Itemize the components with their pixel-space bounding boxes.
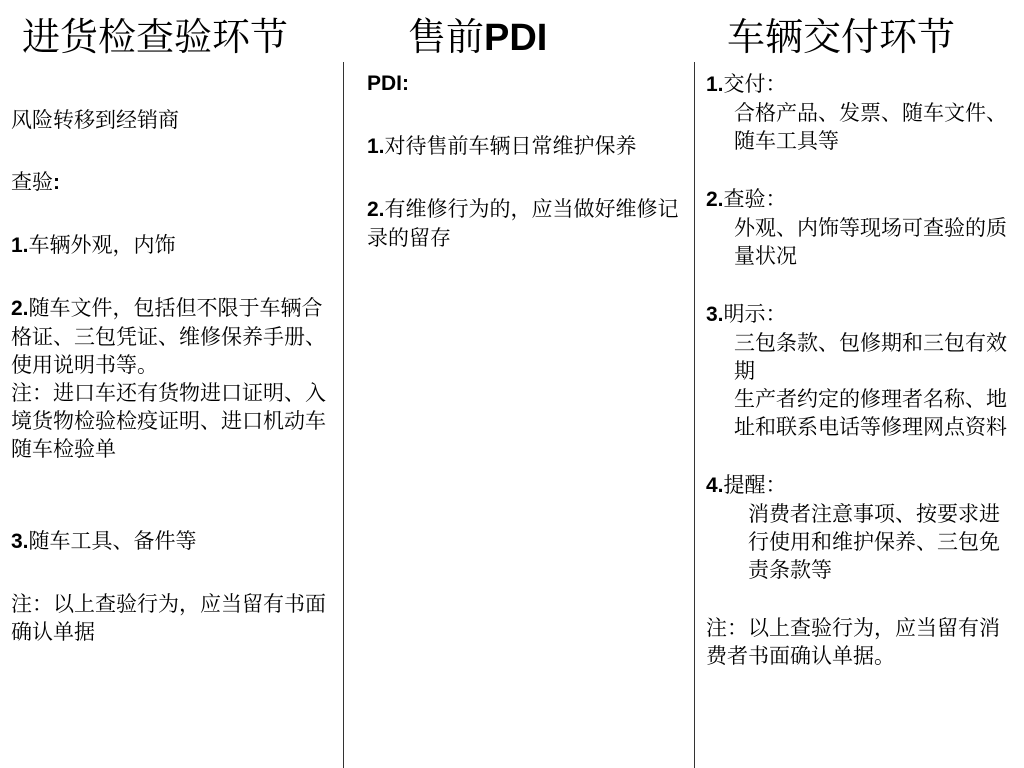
delivery-note-text: 注：以上查验行为，应当留有消费者书面确认单据。 [706,616,1000,668]
delivery-item-1-label: 交付： [723,72,787,96]
column-pre-sale-pdi [367,70,685,252]
delivery-item-3-text-a: 三包条款、包修期和三包有效期 [734,331,1007,383]
delivery-item-4-title [706,471,1018,500]
title-vehicle-delivery: 车辆交付环节 [727,15,956,59]
column-incoming-inspection [11,106,329,646]
pdi-item-2 [367,195,685,252]
inspect-label [11,168,329,197]
delivery-item-3-text-b: 生产者约定的修理者名称、地址和联系电话等修理网点资料 [734,387,1007,439]
delivery-item-1-number: 1. [706,73,724,96]
inspect-item-3-text: 随车工具、备件等 [28,529,197,553]
title-pdi-cjk: 售前 [408,15,485,59]
pdi-item-2-text: 有维修行为的，应当做好维修记录的留存 [367,197,679,250]
risk-transfer-text: 风险转移到经销商 [11,108,179,132]
pdi-item-1 [367,132,685,161]
pdi-item-1-number: 1. [367,135,385,158]
inspect-item-1 [11,231,329,260]
title-pdi-latin: PDI [484,17,548,59]
delivery-item-4-text: 消费者注意事项、按要求进行使用和维护保养、三包免责条款等 [748,502,1000,582]
delivery-item-2-title [706,185,1018,214]
column-divider-left [343,62,344,768]
inspect-item-3-number: 3. [11,530,29,553]
title-pre-sale-pdi [408,10,547,64]
delivery-item-2-text: 外观、内饰等现场可查验的质量状况 [734,216,1007,268]
delivery-item-4-number: 4. [706,474,724,497]
column-vehicle-delivery [706,70,1018,670]
delivery-item-1-text: 合格产品、发票、随车文件、随车工具等 [734,101,1007,153]
delivery-item-4-label: 提醒： [723,473,787,497]
inspect-item-2-text: 随车文件，包括但不限于车辆合格证、三包凭证、维修保养手册、使用说明书等。 [11,296,326,377]
inspect-item-3 [11,527,329,556]
inspect-item-1-text: 车辆外观，内饰 [28,233,176,257]
column-divider-right [694,62,695,768]
delivery-item-1-title [706,70,1018,99]
inspection-note-text: 注：以上查验行为，应当留有书面确认单据 [11,592,326,644]
inspect-item-2 [11,294,329,379]
inspect-item-1-number: 1. [11,234,29,257]
title-incoming-inspection: 进货检查验环节 [22,15,289,59]
pdi-item-1-text: 对待售前车辆日常维护保养 [384,134,637,158]
delivery-item-2-label: 查验： [723,187,787,211]
delivery-item-3-label: 明示： [723,302,787,326]
pdi-heading: PDI: [367,72,409,95]
inspect-label-text: 查验 [11,170,53,194]
delivery-item-3-title [706,300,1018,329]
inspect-label-colon: : [53,171,60,194]
delivery-item-2-number: 2. [706,188,724,211]
pdi-item-2-number: 2. [367,198,385,221]
import-note-text: 注：进口车还有货物进口证明、入境货物检验检疫证明、进口机动车随车检验单 [11,381,326,461]
inspect-item-2-number: 2. [11,297,29,320]
delivery-item-3-number: 3. [706,303,724,326]
